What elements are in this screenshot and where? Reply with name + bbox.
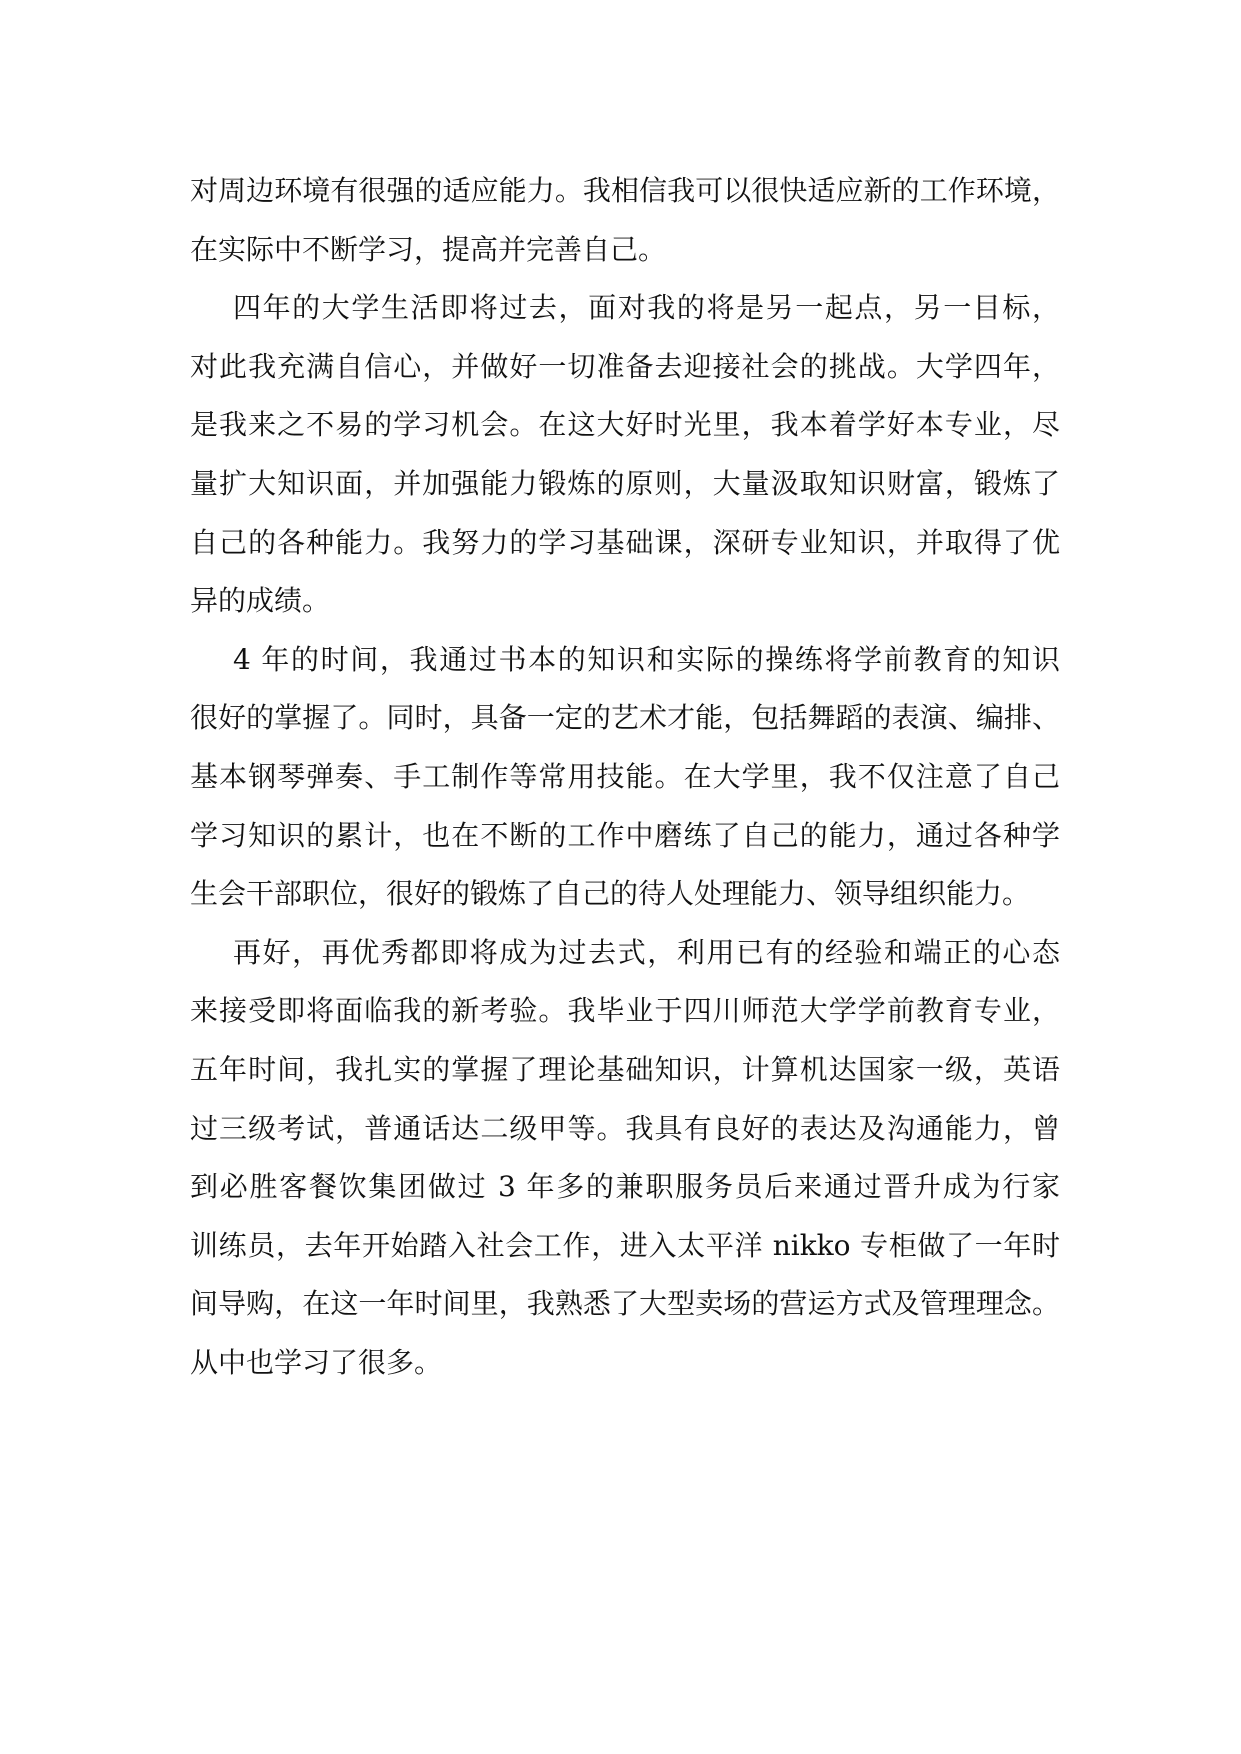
text-line: 五年时间，我扎实的掌握了理论基础知识，计算机达国家一级，英语 — [190, 1052, 1060, 1086]
text-line: 异的成绩。 — [190, 584, 331, 618]
text-line: 学习知识的累计，也在不断的工作中磨练了自己的能力，通过各种学 — [190, 818, 1060, 852]
text-line: 对周边环境有很强的适应能力。我相信我可以很快适应新的工作环境， — [190, 174, 1060, 207]
text-line: 基本钢琴弹奏、手工制作等常用技能。在大学里，我不仅注意了自己 — [190, 759, 1060, 793]
paragraph — [190, 279, 1060, 631]
text-line: 过三级考试，普通话达二级甲等。我具有良好的表达及沟通能力，曾 — [190, 1111, 1060, 1145]
text-line: 再好，再优秀都即将成为过去式，利用已有的经验和端正的心态 — [233, 935, 1060, 969]
text-line: 是我来之不易的学习机会。在这大好时光里，我本着学好本专业，尽 — [190, 408, 1060, 442]
text-line: 间导购，在这一年时间里，我熟悉了大型卖场的营运方式及管理理念。 — [190, 1287, 1060, 1321]
text-line: 量扩大知识面，并加强能力锻炼的原则，大量汲取知识财富，锻炼了 — [190, 466, 1060, 500]
text-line: 自己的各种能力。我努力的学习基础课，深研专业知识，并取得了优 — [190, 525, 1060, 559]
text-line: 来接受即将面临我的新考验。我毕业于四川师范大学学前教育专业， — [190, 994, 1060, 1028]
paragraph — [190, 162, 1060, 279]
text-line: 对此我充满自信心，并做好一切准备去迎接社会的挑战。大学四年， — [190, 349, 1060, 383]
body-text — [190, 162, 1060, 1392]
text-line: 从中也学习了很多。 — [190, 1345, 443, 1379]
text-line: 生会干部职位，很好的锻炼了自己的待人处理能力、领导组织能力。 — [190, 877, 1031, 911]
text-line: 四年的大学生活即将过去，面对我的将是另一起点，另一目标， — [233, 291, 1060, 325]
text-line: 训练员，去年开始踏入社会工作，进入太平洋 nikko 专柜做了一年时 — [190, 1228, 1060, 1262]
text-line: 到必胜客餐饮集团做过 3 年多的兼职服务员后来通过晋升成为行家 — [190, 1170, 1060, 1204]
paragraph — [190, 924, 1060, 1393]
text-line: 很好的掌握了。同时，具备一定的艺术才能，包括舞蹈的表演、编排、 — [190, 701, 1060, 735]
text-line: 在实际中不断学习，提高并完善自己。 — [190, 232, 667, 266]
paragraph — [190, 631, 1060, 924]
text-line: 4 年的时间，我通过书本的知识和实际的操练将学前教育的知识 — [233, 642, 1060, 676]
